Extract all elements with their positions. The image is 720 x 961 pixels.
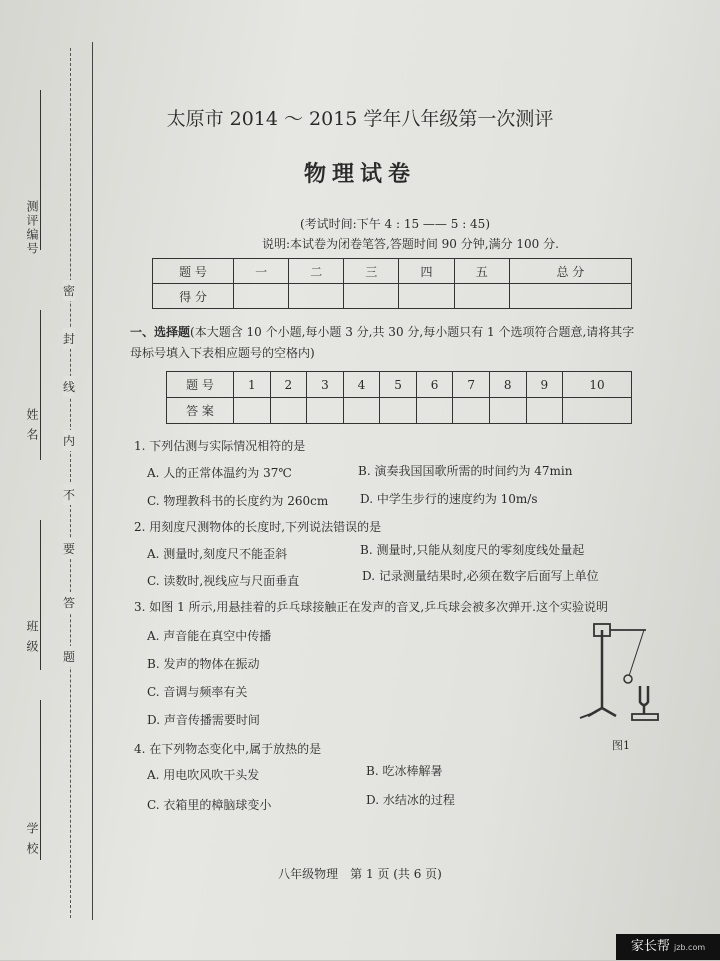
answer-number: 3 [307, 372, 344, 398]
school-line [40, 700, 41, 860]
score-row-label: 得 分 [153, 284, 234, 309]
seal-line-char: 线 [63, 376, 75, 397]
answer-cell[interactable] [307, 398, 344, 424]
name-line [40, 310, 41, 460]
answer-number: 9 [526, 372, 563, 398]
answer-number: 1 [234, 372, 271, 398]
question-2-option-d: D. 记录测量结果时,必须在数字后面写上单位 [362, 569, 599, 583]
seal-line-char: 题 [63, 646, 75, 667]
score-cell[interactable] [399, 284, 454, 309]
watermark-site: jzb.com [674, 943, 706, 952]
name-label: 姓 名 [25, 408, 39, 442]
test-number-label: 测评编号 [25, 200, 39, 256]
exam-time: (考试时间:下午 4 : 15 —— 5 : 45) [300, 217, 491, 231]
seal-line-char: 内 [63, 430, 75, 451]
answer-cell[interactable] [416, 398, 453, 424]
question-1-option-c: C. 物理教科书的长度约为 260cm [147, 494, 329, 508]
question-3-option-d: D. 声音传播需要时间 [147, 713, 260, 727]
score-header: 题 号 [153, 259, 234, 284]
score-cell[interactable] [234, 284, 289, 309]
exam-subtitle: 物理试卷 [303, 161, 416, 187]
answer-cell[interactable] [453, 398, 490, 424]
page-footer: 八年级物理 第 1 页 (共 6 页) [278, 867, 442, 881]
watermark-logo [616, 934, 720, 960]
section-1-heading: 一、选择题 [130, 325, 191, 339]
watermark-brand: 家长帮 [630, 939, 670, 954]
answer-cell[interactable] [343, 398, 380, 424]
seal-line-char: 不 [63, 484, 75, 505]
question-2-option-a: A. 测量时,刻度尺不能歪斜 [147, 547, 288, 561]
seal-line-char: 封 [63, 328, 75, 349]
question-2-option-c: C. 读数时,视线应与尺面垂直 [147, 574, 300, 588]
question-4-option-b: B. 吃冰棒解暑 [366, 764, 443, 778]
school-label: 学 校 [25, 822, 39, 856]
score-cell[interactable] [509, 284, 631, 309]
question-1-stem: 1. 下列估测与实际情况相符的是 [134, 439, 306, 453]
answer-number: 5 [380, 372, 417, 398]
question-3-option-c: C. 音调与频率有关 [147, 685, 248, 699]
question-4-option-d: D. 水结冰的过程 [366, 793, 455, 807]
score-header: 二 [289, 259, 344, 284]
score-cell[interactable] [454, 284, 509, 309]
seal-line-char: 要 [63, 538, 75, 559]
question-4-option-a: A. 用电吹风吹干头发 [147, 768, 260, 782]
question-1-option-d: D. 中学生步行的速度约为 10m/s [360, 492, 538, 506]
answer-cell[interactable] [380, 398, 417, 424]
answer-table [166, 371, 632, 424]
seal-line-char: 答 [63, 592, 75, 613]
score-table [152, 258, 632, 309]
question-2-option-b: B. 测量时,只能从刻度尺的零刻度线处量起 [360, 543, 585, 557]
score-header: 一 [234, 259, 289, 284]
question-2-stem: 2. 用刻度尺测物体的长度时,下列说法错误的是 [134, 520, 382, 534]
answer-cell[interactable] [563, 398, 632, 424]
answer-number: 6 [416, 372, 453, 398]
answer-cell[interactable] [270, 398, 307, 424]
answer-row-label: 答 案 [167, 398, 234, 424]
question-1-option-a: A. 人的正常体温约为 37℃ [147, 466, 292, 480]
question-3-option-b: B. 发声的物体在振动 [147, 657, 260, 671]
score-header: 五 [454, 259, 509, 284]
question-3-option-a: A. 声音能在真空中传播 [147, 629, 272, 643]
question-1-option-b: B. 演奏我国国歌所需的时间约为 47min [358, 464, 573, 478]
question-4-stem: 4. 在下列物态变化中,属于放热的是 [134, 742, 322, 756]
exam-instructions: 说明:本试卷为闭卷笔答,答题时间 90 分钟,满分 100 分. [262, 237, 559, 251]
score-header: 三 [344, 259, 399, 284]
answer-number: 4 [343, 372, 380, 398]
class-line [40, 520, 41, 670]
exam-title: 太原市 2014 ～ 2015 学年八年级第一次测评 [166, 108, 554, 130]
section-1-text: (本大题含 10 个小题,每小题 3 分,共 30 分,每小题只有 1 个选项符合题意,请将其字母标号填入下表相应题号的空格内) [130, 325, 635, 360]
question-3-stem: 3. 如图 1 所示,用悬挂着的乒乓球接触正在发声的音叉,乒乓球会被多次弹开.这个实验说明 [134, 600, 608, 614]
score-cell[interactable] [289, 284, 344, 309]
score-header: 四 [399, 259, 454, 284]
answer-number: 7 [453, 372, 490, 398]
answer-number: 10 [563, 372, 632, 398]
answer-number: 2 [270, 372, 307, 398]
class-label: 班 级 [25, 620, 39, 654]
seal-line-char: 密 [63, 280, 75, 301]
tuning-fork-figure [574, 616, 664, 726]
answer-number: 8 [489, 372, 526, 398]
score-cell[interactable] [344, 284, 399, 309]
answer-cell[interactable] [526, 398, 563, 424]
answer-cell[interactable] [489, 398, 526, 424]
score-header: 总 分 [509, 259, 631, 284]
answer-row-label: 题 号 [167, 372, 234, 398]
figure-caption: 图1 [612, 739, 630, 752]
section-1-intro [130, 322, 640, 364]
answer-cell[interactable] [234, 398, 271, 424]
question-4-option-c: C. 衣箱里的樟脑球变小 [147, 798, 272, 812]
